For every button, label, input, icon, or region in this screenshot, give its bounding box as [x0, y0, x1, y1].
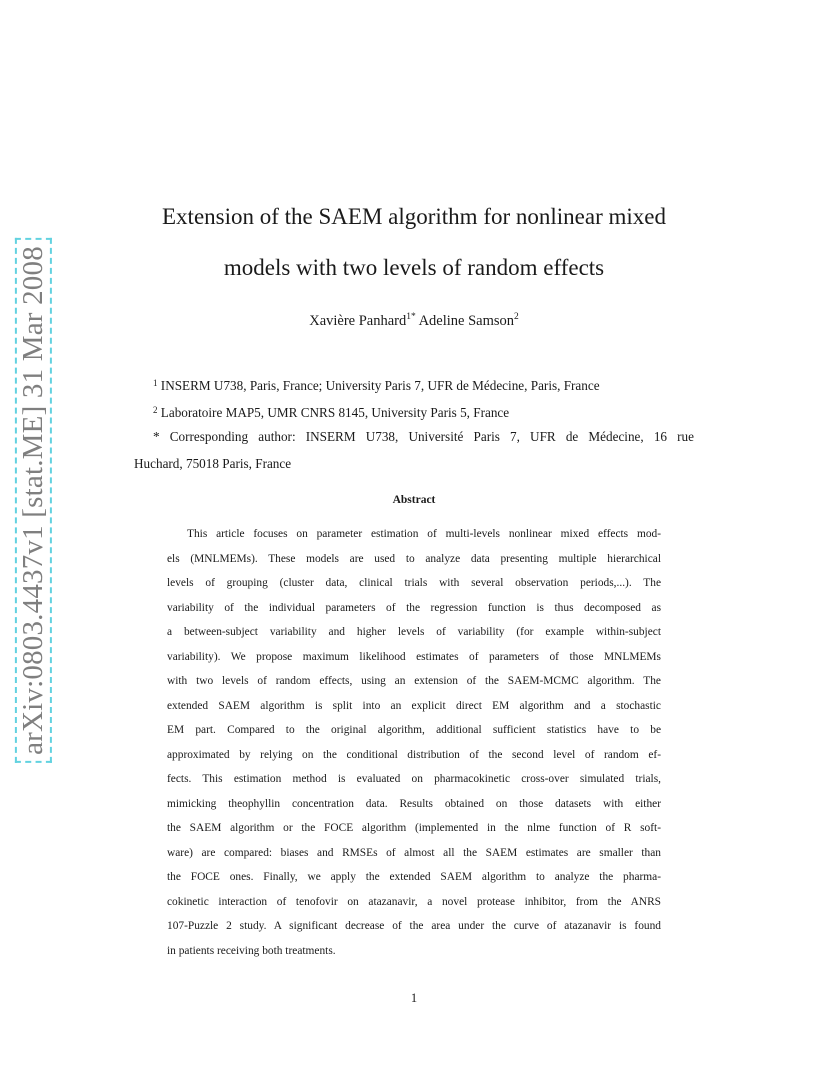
abstract-line: EM part. Compared to the original algorithm, additional sufficient statistics have to be [167, 724, 661, 736]
abstract-line: approximated by relying on the conditional distribution of the second level of random ef- [167, 749, 661, 761]
abstract-line: the SAEM algorithm or the FOCE algorithm (implemented in the nlme function of R soft- [167, 822, 661, 834]
affiliation-text: INSERM U738, Paris, France; University Paris 7, UFR de Médecine, Paris, France [160, 378, 600, 393]
abstract-line: fects. This estimation method is evaluated on pharmacokinetic cross-over simulated trials, [167, 773, 661, 785]
authors [100, 312, 728, 330]
abstract-line: the FOCE ones. Finally, we apply the extended SAEM algorithm to analyze the pharma- [167, 871, 661, 883]
affiliation-continuation: Huchard, 75018 Paris, France [134, 456, 292, 471]
author-name: Adeline Samson [418, 312, 515, 329]
page-number: 1 [410, 991, 418, 1005]
abstract-line: 107-Puzzle 2 study. A significant decrease of the area under the curve of atazanavir is found [167, 920, 661, 932]
abstract-line: in patients receiving both treatments. [167, 945, 336, 957]
abstract-line: cokinetic interaction of tenofovir on atazanavir, a novel protease inhibitor, from the ANRS [167, 896, 661, 908]
abstract-line: with two levels of random effects, using an extension of the SAEM-MCMC algorithm. The [167, 675, 661, 687]
abstract-line: a between-subject variability and higher levels of variability (for example within-subject [167, 626, 661, 638]
author-name: Xavière Panhard [309, 312, 407, 329]
author-sup: 2 [514, 312, 519, 322]
affiliation-corresponding [153, 428, 694, 446]
arxiv-id: arXiv:0803.4437v1 [stat.ME] 31 Mar 2008 [15, 238, 52, 763]
abstract-line: extended SAEM algorithm is split into an explicit direct EM algorithm and a stochastic [167, 700, 661, 712]
affiliation-2 [153, 401, 509, 422]
affiliation-text: Laboratoire MAP5, UMR CNRS 8145, University Paris 5, France [160, 405, 510, 420]
abstract-heading: Abstract [392, 494, 436, 506]
abstract-line: levels of grouping (cluster data, clinical trials with several observation periods,...). The [167, 577, 661, 589]
affiliation-mark: * [153, 429, 160, 444]
affiliation-1 [153, 374, 600, 395]
author-sup: 1* [406, 312, 416, 322]
affiliation-mark: 2 [153, 405, 158, 415]
affiliation-mark: 1 [153, 378, 158, 388]
affiliation-text: Corresponding author: INSERM U738, Université Paris 7, UFR de Médecine, 16 rue [169, 429, 695, 444]
arxiv-stamp [8, 245, 58, 755]
abstract-line: els (MNLMEMs). These models are used to analyze data presenting multiple hierarchical [167, 553, 661, 565]
abstract-line: ware) are compared: biases and RMSEs of almost all the SAEM estimates are smaller than [167, 847, 661, 859]
abstract-line: This article focuses on parameter estimation of multi-levels nonlinear mixed effects mod- [187, 528, 661, 540]
abstract-line: variability of the individual parameters of the regression function is thus decomposed as [167, 602, 661, 614]
title-line-2: models with two levels of random effects [223, 255, 605, 280]
title-line-1: Extension of the SAEM algorithm for nonlinear mixed [162, 204, 666, 229]
abstract-line: mimicking theophyllin concentration data. Results obtained on those datasets with either [167, 798, 661, 810]
abstract-line: variability). We propose maximum likelihood estimates of parameters of those MNLMEMs [167, 651, 661, 663]
